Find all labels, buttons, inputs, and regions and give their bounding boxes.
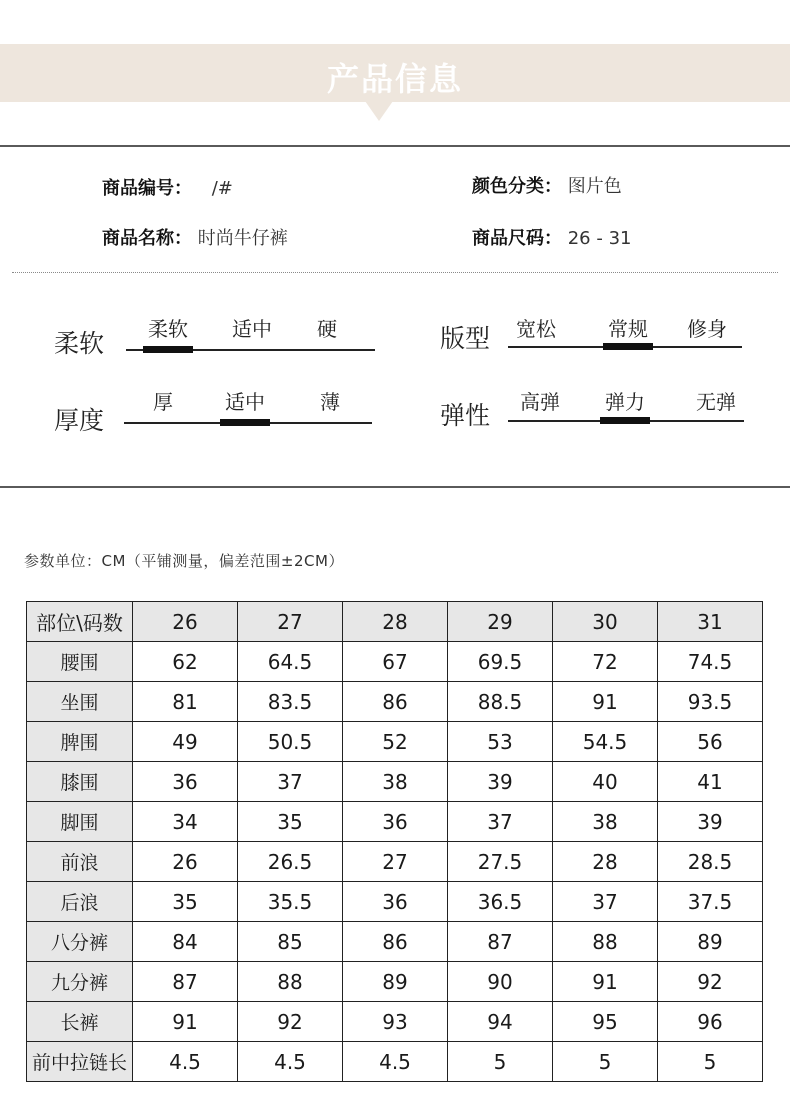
measurement-cell: 36 [343, 802, 448, 842]
measurement-cell: 34 [133, 802, 238, 842]
measurement-cell: 4.5 [133, 1042, 238, 1082]
measurement-cell: 69.5 [448, 642, 553, 682]
row-label-cell: 膝围 [27, 762, 133, 802]
scale-elasticity-option-3: 无弹 [696, 390, 736, 414]
table-row [27, 922, 763, 962]
measurement-cell: 27 [343, 842, 448, 882]
product-size-label: 商品尺码： [472, 228, 562, 249]
measurement-cell: 83.5 [238, 682, 343, 722]
header-size-cell: 31 [658, 602, 763, 642]
row-label-cell: 前中拉链长 [27, 1042, 133, 1082]
scale-fit-marker [603, 343, 653, 350]
scale-elasticity-option-1: 高弹 [520, 390, 560, 414]
measurement-cell: 37 [553, 882, 658, 922]
measurement-cell: 36.5 [448, 882, 553, 922]
measurement-cell: 28.5 [658, 842, 763, 882]
header-size-cell: 26 [133, 602, 238, 642]
size-table [26, 601, 763, 1082]
measurement-cell: 96 [658, 1002, 763, 1042]
measurement-cell: 53 [448, 722, 553, 762]
measurement-cell: 38 [553, 802, 658, 842]
measurement-cell: 4.5 [343, 1042, 448, 1082]
measurement-cell: 28 [553, 842, 658, 882]
measurement-cell: 50.5 [238, 722, 343, 762]
measurement-cell: 62 [133, 642, 238, 682]
measurement-cell: 92 [238, 1002, 343, 1042]
row-label-cell: 脾围 [27, 722, 133, 762]
scale-elasticity-marker [600, 417, 650, 424]
measurement-cell: 37 [238, 762, 343, 802]
product-name-value: 时尚牛仔裤 [197, 228, 288, 249]
measurement-cell: 91 [553, 682, 658, 722]
product-code-label: 商品编号： [102, 178, 192, 199]
header-size-cell: 27 [238, 602, 343, 642]
measurement-cell: 85 [238, 922, 343, 962]
measurement-cell: 87 [448, 922, 553, 962]
product-size-value: 26 - 31 [567, 228, 632, 249]
measurement-cell: 37 [448, 802, 553, 842]
banner-title: 产品信息 [326, 60, 463, 98]
measurement-cell: 95 [553, 1002, 658, 1042]
table-row [27, 882, 763, 922]
unit-note: 参数单位：CM（平铺测量，偏差范围±2CM） [24, 552, 344, 570]
measurement-cell: 93 [343, 1002, 448, 1042]
measurement-cell: 72 [553, 642, 658, 682]
table-row [27, 1042, 763, 1082]
measurement-cell: 35 [238, 802, 343, 842]
size-table-body [27, 602, 763, 1082]
product-code [102, 174, 233, 200]
measurement-cell: 90 [448, 962, 553, 1002]
measurement-cell: 92 [658, 962, 763, 1002]
table-row [27, 802, 763, 842]
scale-elasticity-option-2: 弹力 [605, 390, 645, 414]
measurement-cell: 26 [133, 842, 238, 882]
measurement-cell: 35 [133, 882, 238, 922]
row-label-cell: 长裤 [27, 1002, 133, 1042]
scale-thickness-option-2: 适中 [225, 390, 265, 414]
scale-thickness-name: 厚度 [54, 406, 105, 435]
measurement-cell: 39 [658, 802, 763, 842]
measurement-cell: 91 [133, 1002, 238, 1042]
measurement-cell: 89 [343, 962, 448, 1002]
dotted-divider [12, 272, 778, 273]
measurement-cell: 40 [553, 762, 658, 802]
scale-fit-option-2: 常规 [608, 317, 648, 341]
row-label-cell: 前浪 [27, 842, 133, 882]
product-name-label: 商品名称： [102, 228, 192, 249]
scale-softness-name: 柔软 [54, 329, 105, 358]
measurement-cell: 49 [133, 722, 238, 762]
table-row [27, 962, 763, 1002]
scale-elasticity-name: 弹性 [440, 401, 491, 430]
scale-thickness-marker [220, 419, 270, 426]
header-size-cell: 29 [448, 602, 553, 642]
measurement-cell: 91 [553, 962, 658, 1002]
row-label-cell: 后浪 [27, 882, 133, 922]
size-table-header-row [27, 602, 763, 642]
measurement-cell: 36 [343, 882, 448, 922]
row-label-cell: 坐围 [27, 682, 133, 722]
header-corner-cell: 部位\码数 [27, 602, 133, 642]
scale-fit-name: 版型 [440, 324, 491, 353]
measurement-cell: 37.5 [658, 882, 763, 922]
scale-fit-option-1: 宽松 [516, 317, 556, 341]
row-label-cell: 九分裤 [27, 962, 133, 1002]
measurement-cell: 41 [658, 762, 763, 802]
scale-softness-option-2: 适中 [232, 317, 272, 341]
header-size-cell: 28 [343, 602, 448, 642]
measurement-cell: 5 [658, 1042, 763, 1082]
measurement-cell: 64.5 [238, 642, 343, 682]
table-row [27, 642, 763, 682]
product-name [102, 224, 288, 250]
measurement-cell: 89 [658, 922, 763, 962]
measurement-cell: 5 [448, 1042, 553, 1082]
measurement-cell: 94 [448, 1002, 553, 1042]
product-color-value: 图片色 [567, 176, 622, 197]
measurement-cell: 39 [448, 762, 553, 802]
measurement-cell: 38 [343, 762, 448, 802]
measurement-cell: 74.5 [658, 642, 763, 682]
scale-thickness-option-1: 厚 [153, 390, 173, 414]
table-row [27, 762, 763, 802]
measurement-cell: 54.5 [553, 722, 658, 762]
measurement-cell: 87 [133, 962, 238, 1002]
product-color-label: 颜色分类： [472, 176, 562, 197]
scale-softness-option-1: 柔软 [148, 317, 188, 341]
measurement-cell: 86 [343, 682, 448, 722]
measurement-cell: 36 [133, 762, 238, 802]
product-color [472, 172, 622, 198]
table-row [27, 1002, 763, 1042]
scale-softness-marker [143, 346, 193, 353]
measurement-cell: 81 [133, 682, 238, 722]
banner-notch [365, 101, 393, 121]
measurement-cell: 93.5 [658, 682, 763, 722]
measurement-cell: 52 [343, 722, 448, 762]
measurement-cell: 86 [343, 922, 448, 962]
divider-middle [0, 486, 790, 488]
measurement-cell: 5 [553, 1042, 658, 1082]
table-row [27, 842, 763, 882]
scale-fit-option-3: 修身 [687, 317, 727, 341]
measurement-cell: 84 [133, 922, 238, 962]
table-row [27, 722, 763, 762]
measurement-cell: 4.5 [238, 1042, 343, 1082]
measurement-cell: 26.5 [238, 842, 343, 882]
measurement-cell: 27.5 [448, 842, 553, 882]
scale-thickness-option-3: 薄 [320, 390, 340, 414]
header-size-cell: 30 [553, 602, 658, 642]
measurement-cell: 88 [553, 922, 658, 962]
row-label-cell: 八分裤 [27, 922, 133, 962]
measurement-cell: 67 [343, 642, 448, 682]
measurement-cell: 88 [238, 962, 343, 1002]
measurement-cell: 35.5 [238, 882, 343, 922]
product-size [472, 224, 631, 250]
divider-top [0, 145, 790, 147]
scale-softness-option-3: 硬 [317, 317, 337, 341]
row-label-cell: 脚围 [27, 802, 133, 842]
measurement-cell: 88.5 [448, 682, 553, 722]
measurement-cell: 56 [658, 722, 763, 762]
product-code-value: /# [211, 178, 233, 199]
row-label-cell: 腰围 [27, 642, 133, 682]
table-row [27, 682, 763, 722]
